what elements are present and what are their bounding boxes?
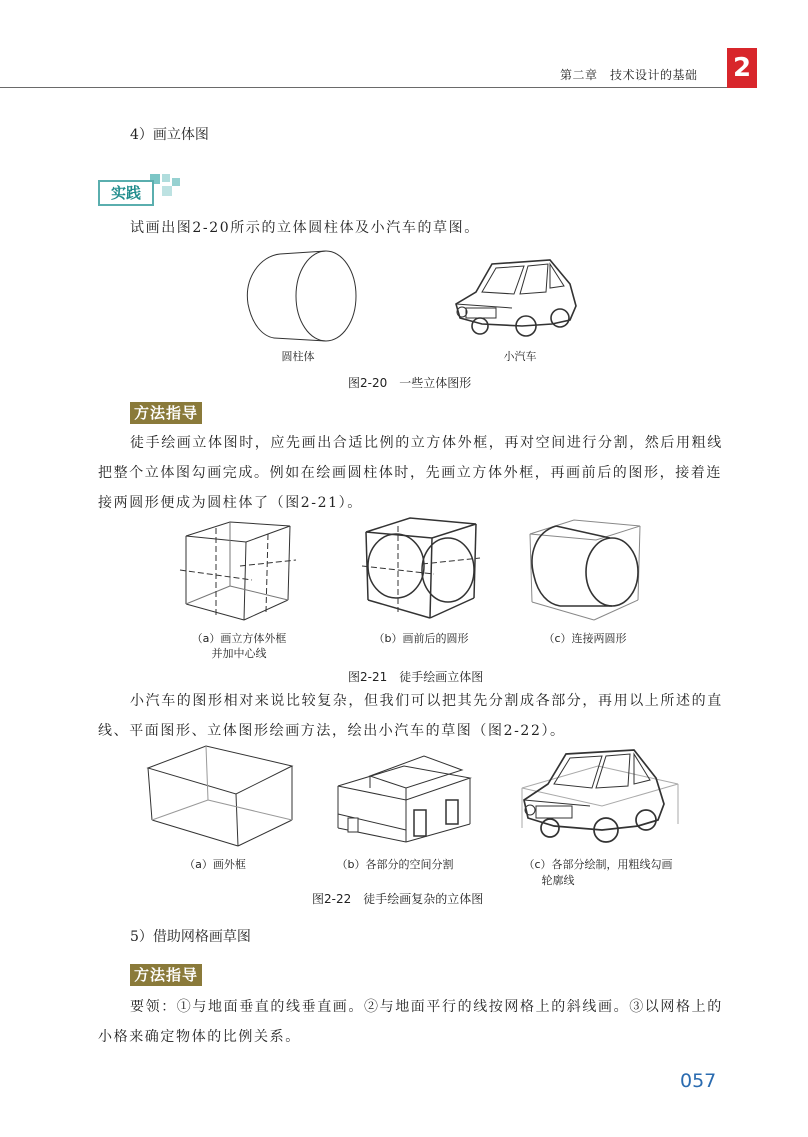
fig21c-caption: （c）连接两圆形 (543, 632, 627, 645)
cube-with-centerlines-sketch (180, 516, 300, 626)
practice-badge (98, 174, 184, 210)
running-header: 第二章 技术设计的基础 (560, 68, 698, 82)
car-paragraph: 小汽车的图形相对来说比较复杂，但我们可以把其先分割成各部分，再用以上所述的直线、平面图形、立体图形绘画方法，绘出小汽车的草图（图2-22）。 (98, 693, 723, 739)
page-number: 057 (680, 1070, 717, 1092)
practice-label: 实践 (98, 180, 154, 206)
cylinder-in-cube-sketch (526, 514, 646, 626)
fig22c-caption-line1: （c）各部分绘制，用粗线勾画 (523, 858, 673, 871)
car-finished-sketch (518, 744, 682, 848)
cylinder-label: 圆柱体 (281, 350, 315, 363)
badge-square-decoration (172, 178, 180, 186)
fig21a-caption-line1: （a）画立方体外框 (191, 632, 287, 645)
car-spatial-division-sketch (334, 748, 476, 848)
fig21b-caption: （b）画前后的圆形 (373, 632, 469, 645)
figure-2-20-title: 图2-20 一些立体图形 (348, 376, 472, 390)
fig22b-caption: （b）各部分的空间分割 (336, 858, 454, 871)
section-4-title: 4）画立体图 (130, 127, 209, 143)
fig22a-caption: （a）画外框 (184, 858, 246, 871)
car-outer-box-sketch (146, 744, 296, 848)
section-5-title: 5）借助网格画草图 (130, 929, 251, 945)
figure-2-21-title: 图2-21 徒手绘画立体图 (348, 670, 484, 684)
fig22c-caption-line2: 轮廓线 (541, 874, 575, 887)
fig21a-caption-line2: 并加中心线 (211, 647, 267, 660)
figure-2-22-title: 图2-22 徒手绘画复杂的立体图 (312, 892, 484, 906)
method-badge-2: 方法指导 (130, 964, 202, 986)
practice-text: 试画出图2-20所示的立体圆柱体及小汽车的草图。 (130, 220, 480, 236)
car-sketch (452, 254, 592, 344)
method-paragraph: 徒手绘画立体图时，应先画出合适比例的立方体外框，再对空间进行分割，然后用粗线把整个立体图勾画完成。例如在绘画圆柱体时，先画立方体外框，再画前后的图形，接着连接两圆形便成为圆柱体了（图2-21）。 (98, 435, 723, 511)
badge-square-decoration (162, 186, 172, 196)
car-label: 小汽车 (503, 350, 537, 363)
method-2-paragraph: 要领：①与地面垂直的线垂直画。②与地面平行的线按网格上的斜线画。③以网格上的小格来确定物体的比例关系。 (98, 999, 723, 1045)
chapter-number-tab: 2 (727, 48, 757, 88)
badge-square-decoration (162, 174, 170, 182)
header-rule (0, 87, 727, 88)
cylinder-sketch (240, 248, 370, 348)
method-badge: 方法指导 (130, 402, 202, 424)
cube-with-circles-sketch (362, 512, 482, 624)
